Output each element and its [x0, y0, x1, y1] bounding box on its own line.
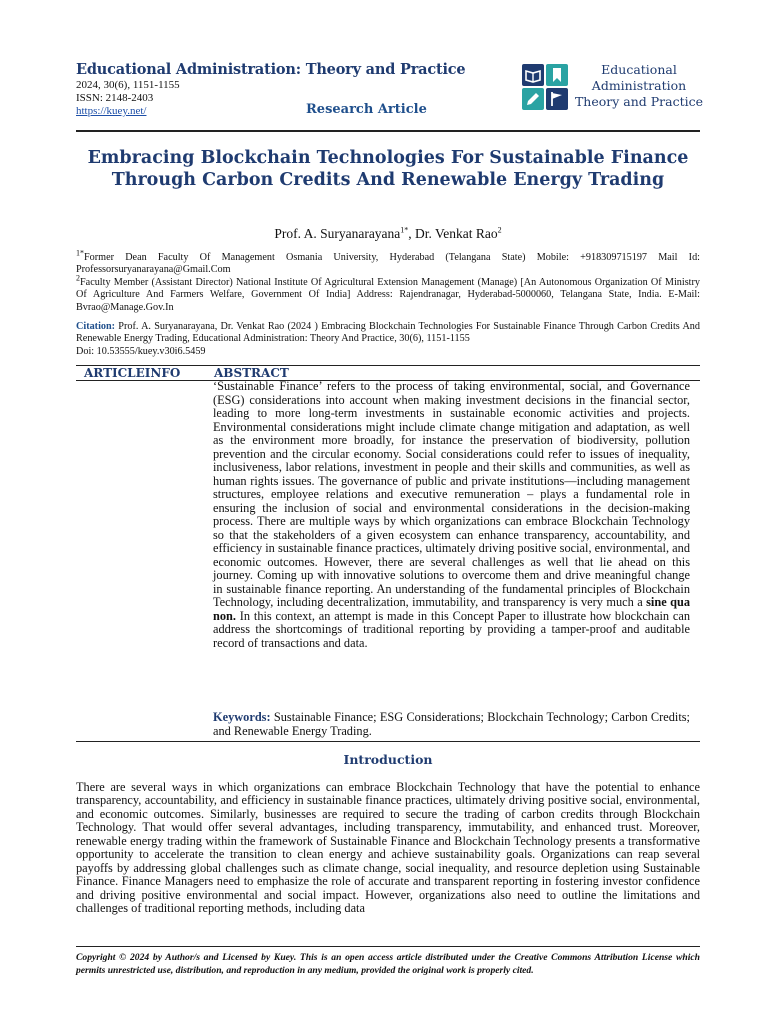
affiliation-1-text: Former Dean Faculty Of Management Osmania University, Hyderabad (Telangana State) Mobile: +918309715197 Mail Id: Professorsuryanarayana@Gmail.Com: [76, 252, 700, 276]
keywords-label: Keywords:: [213, 710, 271, 724]
affiliation-1: [76, 248, 700, 277]
issn: ISSN: 2148-2403: [76, 92, 154, 104]
author-2: Dr. Venkat Rao: [415, 226, 498, 241]
book-icon: [522, 64, 544, 86]
citation-text: Prof. A. Suryanarayana, Dr. Venkat Rao (2024 ) Embracing Blockchain Technologies For Sustainable Finance Through Carbon Credits And Renewable Energy Trading, Educational Administration: Theory And Practice, 30(6), 1151-1155: [76, 321, 700, 345]
introduction-text: There are several ways in which organizations can embrace Blockchain Technology that have the potential to enhance transparency, accountability, and efficiency in sustainable finance practices, ultimately driving positive social, environmental, and economic outcomes. Similarly, businesses are required to secure the trading of carbon credits through Blockchain Technology. That would offer several advantages, including transparency, immutability, and enhanced trust. Moreover, renewable energy trading within the framework of Sustainable Finance and Blockchain Technology presents a transformative opportunity to accelerate the transition to clean energy and achieve sustainability goals. Organizations can reap several payoffs by addressing global challenges such as climate change, social inequality, and resource depletion using Sustainable Finance. Finance Managers need to emphasize the role of accurate and transparent reporting in fostering investor confidence and driving positive environmental and social impact. However, organizations also need to outline the limitations and challenges of traditional reporting methods, including data: [76, 780, 700, 916]
journal-title: Educational Administration: Theory and Practice: [76, 61, 466, 78]
author-separator: ,: [408, 226, 416, 241]
author-1: Prof. A. Suryanarayana: [274, 226, 401, 241]
keywords-text: Sustainable Finance; ESG Considerations; Blockchain Technology; Carbon Credits; and Renewable Energy Trading.: [213, 710, 690, 738]
author-1-marker: 1*: [400, 225, 409, 235]
article-type: Research Article: [306, 102, 427, 117]
logo-line-1: Educational: [601, 62, 677, 77]
citation-block: [76, 321, 700, 358]
paper-title: Embracing Blockchain Technologies For Sustainable Finance Through Carbon Credits And Renewable Energy Trading: [87, 148, 689, 190]
logo-text: [572, 62, 706, 110]
journal-link[interactable]: https://kuey.net/: [76, 105, 147, 117]
affiliation-1-marker: 1*: [76, 248, 84, 258]
abstract-text: [213, 380, 690, 650]
article-info-label: ARTICLEINFO: [84, 366, 181, 380]
footer-divider: [76, 946, 700, 947]
journal-logo: [518, 60, 706, 114]
introduction-heading: Introduction: [343, 752, 433, 767]
logo-line-2: Administration: [591, 78, 687, 93]
abstract-part-2: In this context, an attempt is made in this Concept Paper to illustrate how blockchain can address the shortcomings of traditional reporting by providing a tamper-proof and auditable record of transactions and data.: [213, 608, 690, 650]
author-line: [76, 226, 700, 242]
logo-tiles: [518, 60, 570, 114]
affiliation-2-text: Faculty Member (Assistant Director) National Institute Of Agricultural Extension Management (Manage) [An Autonomous Organization Of Ministry Of Agriculture And Farmers Welfare, Government Of India] Address: Rajendranagar, Hyderabad-5000060, Telangana State, India. E-Mail: Bvrao@Manage.Gov.In: [76, 277, 700, 313]
volume-pages: 2024, 30(6), 1151-1155: [76, 79, 180, 91]
bookmark-icon: [546, 64, 568, 86]
affiliation-2: [76, 273, 700, 314]
doi: Doi: 10.53555/kuey.v30i6.5459: [76, 345, 206, 357]
pencil-icon: [522, 88, 544, 110]
affiliation-2-marker: 2: [76, 273, 80, 283]
logo-line-3: Theory and Practice: [574, 94, 704, 109]
author-2-marker: 2: [497, 225, 502, 235]
header-divider: [76, 130, 700, 132]
abstract-part-1: ‘Sustainable Finance’ refers to the process of taking environmental, social, and Governance (ESG) considerations into account when making investment decisions in the financial sector, leading to more long-term investments in sustainable economic activities and projects. Environmental considerations might include climate change mitigation and adaptation, as well as the environment more broadly, for instance the preservation of biodiversity, pollution prevention and the circular economy. Social considerations could refer to issues of inequality, inclusiveness, labor relations, investment in people and their skills and communities, as well as human rights issues. The governance of public and private institutions—including management structures, employee relations and executive remuneration – plays a fundamental role in ensuring the inclusion of social and environmental considerations in the decision-making process. There are multiple ways by which organizations can embrace Blockchain Technology so that the stakeholders of a given ecosystem can enhance transparency, accountability, and efficiency in sustainable finance practices, ultimately driving positive social, environmental, and economic outcomes. However, there are several challenges as well that lie ahead on this journey. Coming up with innovative solutions to overcome them and drive meaningful change in sustainable finance reporting. An understanding of the fundamental principles of Blockchain Technology, including decentralization, immutability, and transparency is very much a: [213, 379, 690, 609]
flag-icon: [546, 88, 568, 110]
abstract-emphasis: sine qua non.: [213, 595, 690, 623]
abstract-label: ABSTRACT: [214, 366, 289, 380]
copyright-footer: Copyright © 2024 by Author/s and Licensed by Kuey. This is an open access article distributed under the Creative Commons Attribution License which permits unrestricted use, distribution, and reproduction in any medium, provided the original work is properly cited.: [76, 952, 700, 976]
citation-label: Citation:: [76, 321, 116, 332]
keywords: [213, 711, 690, 738]
article-info-bottom-rule: [76, 741, 700, 742]
